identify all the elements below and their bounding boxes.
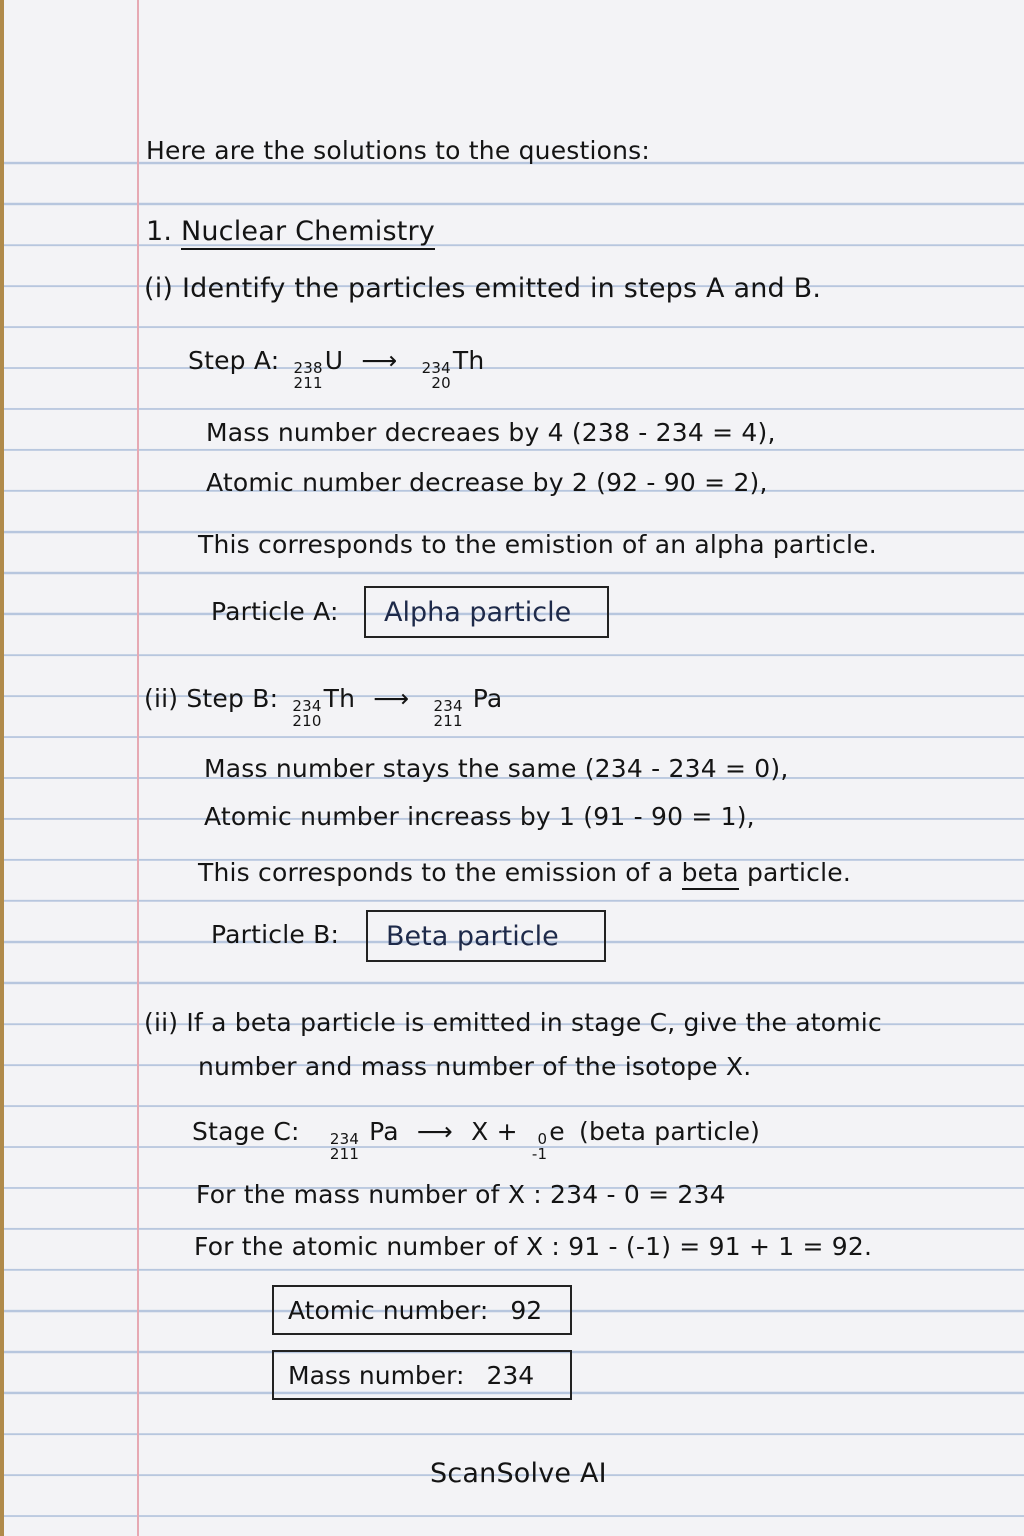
- step-b-atomic-line: Atomic number increass by 1 (91 - 90 = 1),: [204, 802, 755, 831]
- step-b-mass-line: Mass number stays the same (234 - 234 = 0),: [204, 754, 789, 783]
- question-1: [144, 273, 821, 304]
- arrow-icon: ⟶: [361, 346, 398, 375]
- step-a-label: Step A:: [188, 346, 280, 375]
- element-symbol: e: [549, 1117, 565, 1146]
- answer-label: Mass number:: [288, 1360, 465, 1390]
- answer-value: 92: [510, 1295, 543, 1325]
- step-b-conclusion: [198, 858, 851, 887]
- arrow-icon: ⟶: [416, 1117, 453, 1146]
- particle-b-answer-box: [366, 910, 606, 962]
- section-heading: [146, 216, 435, 247]
- stage-c-equation: [192, 1117, 760, 1162]
- step-a-atomic-line: Atomic number decrease by 2 (92 - 90 = 2),: [206, 468, 768, 497]
- section-number: 1.: [146, 216, 173, 247]
- conclusion-text: This corresponds to the emission of a: [198, 858, 674, 887]
- conclusion-text: particle.: [746, 858, 851, 887]
- stage-c-label: Stage C:: [192, 1117, 300, 1146]
- mass-number: 234: [329, 1130, 360, 1148]
- underlined-beta: beta: [682, 858, 739, 890]
- mass-calc-line: For the mass number of X : 234 - 0 = 234: [196, 1180, 726, 1209]
- mass-number: 0: [537, 1130, 548, 1148]
- answer-value: 234: [486, 1360, 535, 1390]
- question-3-line-1: [144, 1008, 882, 1037]
- particle-a-answer-box: [364, 586, 609, 638]
- uranium-nuclide: [294, 361, 323, 391]
- question-3-label: (ii): [144, 1008, 179, 1037]
- section-title: Nuclear Chemistry: [181, 216, 435, 250]
- step-b-label: Step B:: [186, 684, 279, 713]
- step-a-equation: [188, 346, 484, 391]
- question-3-text: If a beta particle is emitted in stage C, give the atomic: [186, 1008, 882, 1037]
- element-symbol: Pa: [472, 684, 503, 713]
- question-1-label: (i): [144, 273, 174, 304]
- product-x: X +: [471, 1117, 518, 1146]
- beta-note: (beta particle): [579, 1117, 761, 1146]
- atomic-number: 210: [292, 712, 322, 730]
- atomic-number: -1: [531, 1145, 548, 1163]
- particle-b-label: Particle B:: [211, 920, 340, 949]
- step-a-conclusion: This corresponds to the emistion of an alpha particle.: [198, 530, 877, 559]
- element-symbol: Th: [452, 346, 485, 375]
- answer-label: Atomic number:: [288, 1295, 489, 1325]
- atomic-number: 211: [329, 1145, 360, 1163]
- particle-a-label: Particle A:: [211, 597, 339, 626]
- question-3-line-2: number and mass number of the isotope X.: [198, 1052, 752, 1081]
- atomic-number-answer-box: [272, 1285, 572, 1335]
- brand-footer: ScanSolve AI: [430, 1458, 607, 1489]
- mass-number: 234: [433, 697, 463, 715]
- step-b-equation: [144, 684, 502, 729]
- particle-b-answer: Beta particle: [386, 920, 559, 952]
- element-symbol: U: [324, 346, 344, 375]
- thorium-nuclide: [422, 361, 451, 391]
- arrow-icon: ⟶: [373, 684, 410, 713]
- atomic-number: 211: [433, 712, 463, 730]
- element-symbol: Th: [323, 684, 356, 713]
- question-2-label: (ii): [144, 684, 179, 713]
- mass-number-answer-box: [272, 1350, 572, 1400]
- notebook-page: [4, 0, 1024, 1536]
- thorium-nuclide: [292, 699, 321, 729]
- atomic-calc-line: For the atomic number of X : 91 - (-1) = 91 + 1 = 92.: [194, 1232, 873, 1261]
- element-symbol: Pa: [369, 1117, 399, 1146]
- particle-a-answer: Alpha particle: [384, 596, 572, 628]
- mass-number: 238: [293, 359, 323, 377]
- mass-number: 234: [292, 697, 322, 715]
- protactinium-nuclide: [433, 699, 462, 729]
- protactinium-nuclide: [330, 1132, 359, 1162]
- electron-nuclide: [532, 1132, 547, 1162]
- step-a-mass-line: Mass number decreaes by 4 (238 - 234 = 4),: [206, 418, 776, 447]
- mass-number: 234: [421, 359, 451, 377]
- margin-line: [137, 0, 139, 1536]
- atomic-number: 20: [431, 374, 451, 392]
- question-1-text: Identify the particles emitted in steps A and B.: [181, 273, 822, 304]
- intro-text: Here are the solutions to the questions:: [146, 136, 651, 165]
- atomic-number: 211: [293, 374, 323, 392]
